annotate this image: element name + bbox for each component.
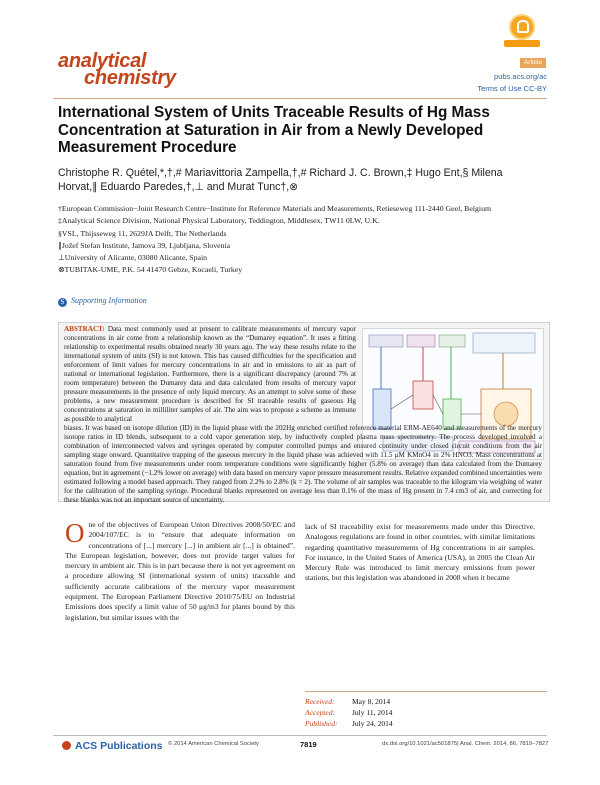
date-value: July 24, 2014 <box>352 719 393 728</box>
affiliation: ∥Jožef Stefan Institute, Jamova 39, Ljubljana, Slovenia <box>58 240 231 250</box>
journal-name-line2: chemistry <box>84 67 176 89</box>
body-text-left: ne of the objectives of European Union Directives 2008/50/EC and 2004/107/EC is to “ensure that adequate information on concentrations of [...] mercury [...] in ambient air [...] is obtained”. The European legislation, however, does not provide target values for mercury in ambient air. This is in part because there is not yet agreement on a procedure allowing SI (international system of units) traceable and sufficiently accurate calibrations of the mercury vapor measurement equipment. The European Parliament Directive 2010/75/EU on Industrial Emissions does specify a limit value of 50 μg/m3 for plants bound by this legislation, but similar issues with the <box>65 520 295 622</box>
supporting-info-icon: S <box>58 298 67 307</box>
date-row <box>305 718 393 729</box>
abstract-text-tail: biases. It was based on isotope dilution (ID) in the liquid phase with the 202Hg enriched certified reference material ERM-AE640 and measurements of the mercury isotope ratios in ID blends, subsequent to a cold vapor generation step, by inductively coupled plasma mass spectrometry. The process developed involved a combination of interconnected valves and syringes operated by computer controlled pumps and ensured continuity under closed circuit conditions from the air sampling stage onward. Quantitative trapping of the gaseous mercury in the liquid phase was achieved with 11.5 μM KMnO4 in 2% HNO3. Mass concentrations at saturation found from five measurements under room temperature conditions were significantly higher (5.8% on average) than data calculated from the Dumarey equation, but in agreement (−1.2% lower on average) with data based on mercury vapor pressure measurement results. Relative expanded combined uncertainties were estimated following a model based approach. They ranged from 2.2% to 2.8% (k = 2). The volume of air samples was traceable to the kilogram via weighing of water for the calibration of the sampling syringe. Procedural blanks represented on average less than 0.1% of the mass of Hg present in 7.4 cm3 of air, and correcting for these blanks was not an important source of uncertainty. <box>64 424 542 505</box>
acs-logo-icon <box>62 741 71 750</box>
affiliation: ‡Analytical Science Division, National Physical Laboratory, Teddington, Middlesex, TW11 0LW, U.K. <box>58 216 380 226</box>
affiliation: †European Commission−Joint Research Centre−Institute for Reference Materials and Measurements, Retieseweg 111-2440 Geel, Belgium <box>58 204 492 213</box>
copyright: © 2014 American Chemical Society <box>168 741 259 747</box>
publisher-name: ACS Publications <box>75 740 163 752</box>
open-access-lock-icon <box>509 14 535 40</box>
drop-cap: O <box>65 518 85 548</box>
date-row <box>305 707 393 718</box>
body-column-right <box>305 522 535 584</box>
article-type-badge: Article <box>520 58 546 68</box>
dates-divider <box>305 691 547 692</box>
footer-divider <box>53 735 547 736</box>
journal-name-line1: analytical <box>58 50 147 72</box>
header-divider <box>53 98 547 99</box>
date-label: Received: <box>305 697 335 706</box>
date-value: May 8, 2014 <box>352 697 391 706</box>
journal-logo <box>58 50 176 89</box>
affiliation: ⊥University of Alicante, 03080 Alicante, Spain <box>58 253 208 263</box>
body-text-right: lack of SI traceability exist for measurements made under this Directive. Analogous regulations are found in other countries, with similar limitations regarding quantitative measurements of Hg concentrations in air samples. For instance, in the United States of America (USA), in 2005 the Clean Air Mercury Rule was introduced to limit mercury emissions from power stations, but this legislation was abandoned in 2008 when it became <box>305 522 535 583</box>
affiliation: ⊗TUBITAK-UME, P.K. 54 41470 Gebze, Kocaeli, Turkey <box>58 265 243 275</box>
publication-dates <box>305 696 393 729</box>
open-access-ribbon <box>504 40 540 47</box>
affiliation: §VSL, Thijsseweg 11, 2629JA Delft, The Netherlands <box>58 228 227 238</box>
date-value: July 11, 2014 <box>352 708 393 717</box>
author-list: Christophe R. Quétel,*,†,# Mariavittoria Zampella,†,# Richard J. C. Brown,‡ Hugo Ent,§ Milena Horvat,∥ Eduardo Paredes,†,⊥ and Murat Tunc†,⊗ <box>58 167 503 193</box>
abstract-text-head: Data most commonly used at present to calibrate measurements of mercury vapor concentrations in air come from a relationship known as the “Dumarey equation”. It uses a fitting relationship to experimental results obtained nearly 30 years ago. The way these results relate to the international system of units (SI) is not known. This has caused difficulties for the specification and enforcement of limit values for mercury concentrations in air and in emissions to air as part of national or international legislation. Furthermore, there is a significant discrepancy (around 7% at room temperature) between the Dumarey data and data calculated from results of mercury vapor pressure measurements in the presence of only liquid mercury. As an attempt to solve some of these problems, a new measurement procedure is described for SI traceable results of gaseous Hg concentrations at saturation in milliliter samples of air. The aim was to propose a scheme as immune as possible to analytical <box>64 325 356 424</box>
journal-url-link[interactable]: pubs.acs.org/ac <box>494 72 547 81</box>
affiliations <box>58 204 544 278</box>
supporting-info-label: Supporting Information <box>71 296 147 305</box>
page-number: 7819 <box>300 740 317 749</box>
abstract <box>64 325 542 505</box>
date-label: Accepted: <box>305 708 335 717</box>
doi-citation[interactable]: dx.doi.org/10.1021/ac501875| Anal. Chem. 2014, 86, 7819−7827 <box>382 741 549 747</box>
date-row <box>305 696 393 707</box>
body-column-left <box>65 520 295 623</box>
terms-of-use-link[interactable]: Terms of Use CC-BY <box>477 84 547 93</box>
article-title: International System of Units Traceable Results of Hg Mass Concentration at Saturation in Air from a Newly Developed Measurement Procedure <box>58 104 490 156</box>
date-label: Published: <box>305 719 338 728</box>
supporting-information-link[interactable] <box>58 296 147 307</box>
acs-publications-logo[interactable] <box>62 740 163 752</box>
abstract-label: ABSTRACT: <box>64 325 105 333</box>
